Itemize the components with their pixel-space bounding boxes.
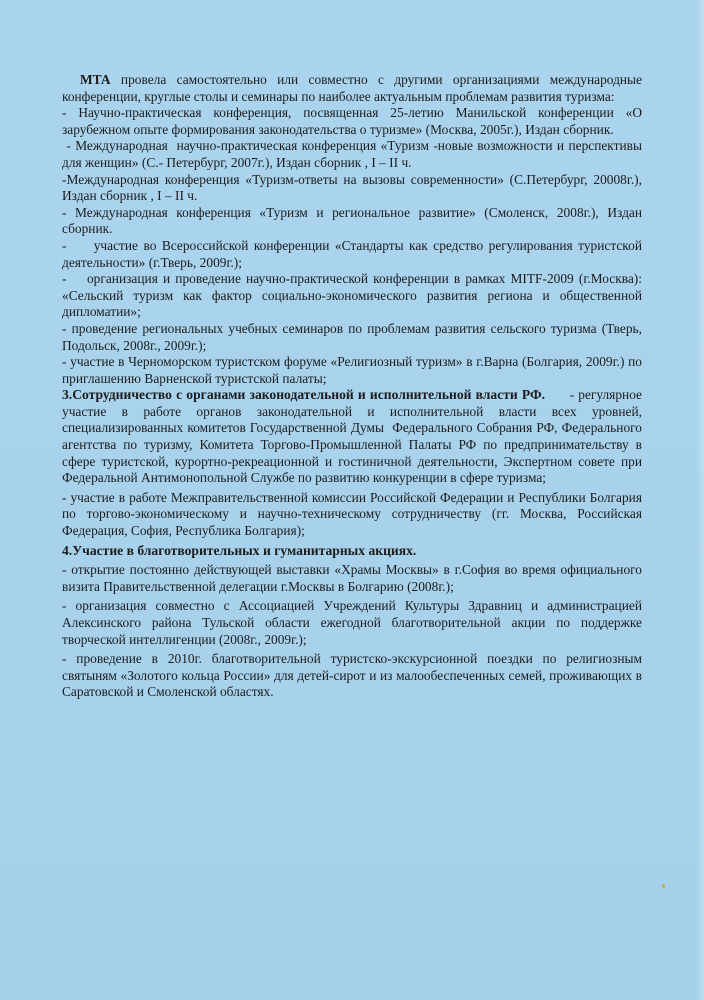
event-item: - Международная конференция «Туризм и региональное развитие» (Смоленск, 2008г.), Издан сборник. — [62, 204, 642, 237]
document-body — [62, 72, 646, 701]
section3-item: - участие в работе Межправительственной комиссии Российской Федерации и Республики Болгария по торгово-экономическому и научно-техническому сотрудничеству (гг. Москва, Российская Федерация, София, Республика Болгария); — [62, 489, 642, 539]
event-item: - проведение региональных учебных семинаров по проблемам развития сельского туризма (Тверь, Подольск, 2008г., 2009г.); — [62, 320, 642, 353]
section4-heading: 4.Участие в благотворительных и гуманитарных акциях. — [62, 542, 417, 558]
event-item: - участие в Черноморском туристском форуме «Религиозный туризм» в г.Варна (Болгария, 2009г.) по приглашению Варненской туристской палаты; — [62, 354, 642, 386]
section4-item: - проведение в 2010г. благотворительной туристско-экскурсионной поездки по религиозным святыням «Золотого кольца России» для детей-сирот и из малообеспеченных семей, проживающих в Саратовской и Смоленской областях. — [62, 651, 642, 700]
event-item: - Научно-практическая конференция, посвященная 25-летию Манильской конференции «О зарубежном опыте формирования законодательства о туризме» (Москва, 2005г.), Издан сборник. — [62, 105, 642, 137]
event-item: - организация и проведение научно-практической конференции в рамках MITF-2009 (г.Москва): «Сельский туризм как фактор социально-экономического развития региона и общественной дипломатии»; — [62, 271, 646, 320]
scan-edge-shadow — [696, 0, 704, 1000]
section3-text: - регулярное участие в работе органов законодательной и исполнительной власти всех уровней, специализированных комитетов Государственной Думы Федерального Собрания РФ, Федерального агентства по туризму, Комитета Торгово-Промышленной Палаты РФ по предпринимательству в сфере туристской, курортно-рекреационной и гостиничной деятельности, Экспертном совете при Федеральной Антимонопольной Службе по развитию конкуренции в сфере туризма; — [62, 387, 646, 486]
section4-item: - открытие постоянно действующей выставки «Храмы Москвы» в г.София во время официального визита Правительственной делегации г.Москвы в Болгарию (2008г.); — [62, 562, 642, 594]
event-item: - Международная научно-практическая конференция «Туризм -новые возможности и перспективы для женщин» (С.- Петербург, 2007г.), Издан сборник , I – II ч. — [62, 138, 646, 170]
event-item: -Международная конференция «Туризм-ответы на вызовы современности» (С.Петербург, 20008г.), Издан сборник , I – II ч. — [62, 171, 642, 204]
intro-text: провела самостоятельно или совместно с другими организациями международные конференции, круглые столы и семинары по наиболее актуальным проблемам развития туризма: — [62, 72, 642, 104]
event-item: - участие во Всероссийской конференции «Стандарты как средство регулирования туристской деятельности» (г.Тверь, 2009г.); — [62, 237, 646, 270]
section3-heading: 3.Сотрудничество с органами законодательной и исполнительной власти РФ. — [62, 387, 546, 403]
intro-paragraph — [62, 72, 642, 105]
paper-speck — [662, 884, 665, 888]
section4-item: - организация совместно с Ассоциацией Учреждений Культуры Здравниц и администрацией Алексинского района Тульской области ежегодной благотворительной акции по поддержке творческой интеллигенции (2008г., 2009г.); — [62, 598, 642, 647]
organization-abbrev: МТА — [80, 72, 111, 87]
section3-paragraph — [62, 387, 646, 487]
